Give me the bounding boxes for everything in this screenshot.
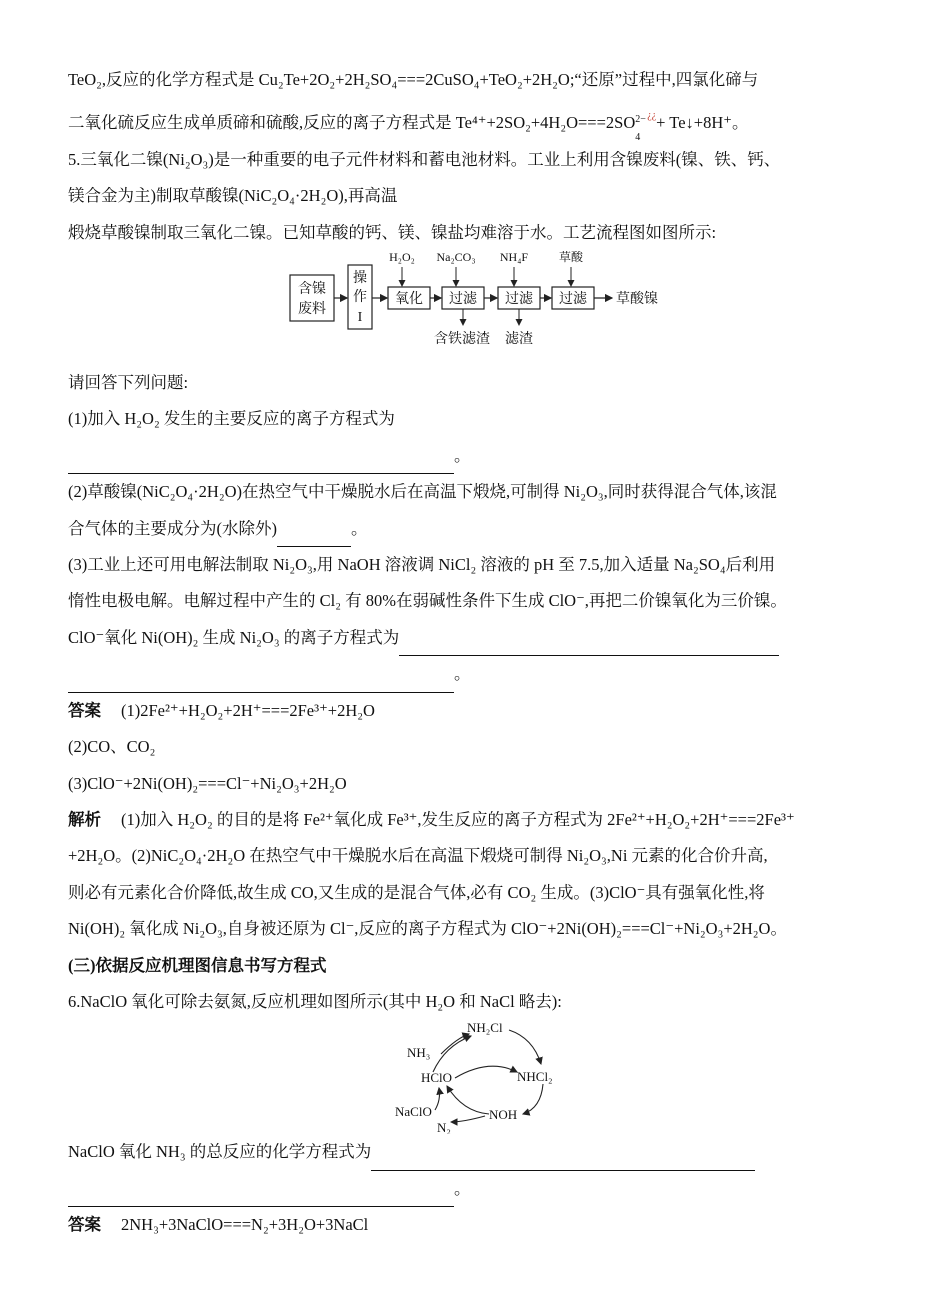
product-label: 草酸镍 [616,292,658,308]
reagent-label: 草酸 [558,251,584,265]
superscript: 2− [635,114,646,126]
reagent-label: NH₄F [499,251,529,265]
subscript: 4 [635,132,641,144]
equation-part: + Te↓+8H⁺。 [656,113,749,133]
answer-line: (3)ClO⁻+2Ni(OH)₂===Cl⁻+Ni₂O₃+2H₂O [68,773,347,793]
subquestion-2: (2)草酸镍(NiC₂O₄·2H₂O)在热空气中干燥脱水后在高温下煅烧,可制得 Ni₂O₃,同时获得混合气体,该混 [68,482,777,502]
text-line [68,98,898,144]
answer-blank-line [68,438,898,474]
answer-text: 2NH₃+3NaClO===N₂+3H₂O+3NaCl [121,1215,369,1235]
question-6: 6.NaClO 氧化可除去氨氮,反应机理如图所示(其中 H₂O 和 NaCl 略去): [68,991,562,1011]
section-heading: (三)依据反应机理图信息书写方程式 [68,955,327,975]
text-line: 镁合金为主)制取草酸镍(NiC₂O₄·2H₂O),再高温 [68,186,398,206]
answer-blank[interactable] [399,633,779,656]
subquestion-1: (1)加入 H₂O₂ 发生的主要反应的离子方程式为 [68,409,395,429]
box-label: 过滤 [559,292,587,308]
answer-blank-line [68,656,898,692]
text-line [68,620,898,656]
question-text: 合气体的主要成分为(水除外) [68,518,277,538]
text-line: TeO₂,反应的化学方程式是 Cu₂Te+2O₂+2H₂SO₄===2CuSO₄+TeO₂+2H₂O;“还原”过程中,四氯化碲与 [68,70,759,89]
process-flow-diagram [286,251,706,363]
answer-blank-line [68,1171,898,1207]
reagent-label: H₂O₂ [389,251,415,265]
box-label: I [357,310,363,326]
garbled-mark: ¿¿ [647,110,657,122]
document-page [68,62,898,1244]
equation-part: 二氧化硫反应生成单质碲和硫酸,反应的离子方程式是 Te⁴⁺+2SO₂+4H₂O===2SO [68,113,636,133]
answer-blank[interactable] [277,524,351,547]
box-label: 废料 [298,302,326,318]
question-text: NaClO 氧化 NH₃ 的总反应的化学方程式为 [68,1142,372,1162]
reagent-label: Na₂CO₃ [436,251,476,265]
box-label: 过滤 [449,292,477,308]
box-label: 氧化 [395,292,423,308]
answer-blank[interactable] [68,670,454,693]
species-nh2cl: NH₂Cl [467,1020,503,1036]
species-hclo: HClO [421,1070,453,1086]
answer-blank[interactable] [371,1148,755,1171]
answer-label: 答案 [68,700,101,720]
period: 。 [454,1178,471,1198]
answer-blank[interactable] [68,451,454,474]
species-nh3: NH₃ [407,1045,431,1061]
explanation-label: 解析 [68,809,101,829]
box-label: 过滤 [505,292,533,308]
box-label: 操 [353,271,367,287]
explanation-line: +2H₂O。(2)NiC₂O₄·2H₂O 在热空气中干燥脱水后在高温下煅烧可制得 Ni₂O₃,Ni 元素的化合价升高, [68,846,768,866]
prompt-line: 请回答下列问题: [68,373,189,393]
answer-label: 答案 [68,1215,101,1235]
period: 。 [351,518,368,538]
explanation-text: (1)加入 H₂O₂ 的目的是将 Fe²⁺氧化成 Fe³⁺,发生反应的离子方程式为 2Fe²⁺+H₂O₂+2H⁺===2Fe³⁺ [121,809,795,829]
answer-text: (1)2Fe²⁺+H₂O₂+2H⁺===2Fe³⁺+2H₂O [121,700,375,720]
explanation-line [68,802,898,838]
question-text: ClO⁻氧化 Ni(OH)₂ 生成 Ni₂O₃ 的离子方程式为 [68,627,400,647]
question-5: 5.三氧化二镍(Ni₂O₃)是一种重要的电子元件材料和蓄电池材料。工业上利用含镍废料(镍、铁、钙、 [68,149,781,169]
text-line: 煅烧草酸镍制取三氧化二镍。已知草酸的钙、镁、镍盐均难溶于水。工艺流程图如图所示: [68,222,717,242]
text-line [68,511,898,547]
waste-label: 含铁滤渣 [434,332,490,348]
species-noh: NOH [489,1107,518,1123]
answer-blank[interactable] [68,1184,454,1207]
reaction-mechanism-diagram [393,1020,573,1134]
box-label: 作 [353,290,367,306]
species-naclo: NaClO [395,1104,432,1120]
answer-line [68,693,898,729]
explanation-line: 则必有元素化合价降低,故生成 CO,又生成的是混合气体,必有 CO₂ 生成。(3)ClO⁻具有强氧化性,将 [68,882,765,902]
text-line: 惰性电极电解。电解过程中产生的 Cl₂ 有 80%在弱碱性条件下生成 ClO⁻,再把二价镍氧化为三价镍。 [68,591,787,611]
period: 。 [454,664,471,684]
answer-line: (2)CO、CO₂ [68,737,156,757]
answer-line [68,1207,898,1243]
period: 。 [454,445,471,465]
subquestion-3: (3)工业上还可用电解法制取 Ni₂O₃,用 NaOH 溶液调 NiCl₂ 溶液的 pH 至 7.5,加入适量 Na₂SO₄后利用 [68,555,776,575]
explanation-line: Ni(OH)₂ 氧化成 Ni₂O₃,自身被还原为 Cl⁻,反应的离子方程式为 ClO⁻+2Ni(OH)₂===Cl⁻+Ni₂O₃+2H₂O。 [68,919,787,939]
species-nhcl2: NHCl₂ [517,1069,553,1085]
text-line [68,1134,898,1170]
waste-label: 滤渣 [505,332,533,348]
box-label: 含镍 [298,282,326,298]
species-n2: N₂ [437,1120,451,1135]
